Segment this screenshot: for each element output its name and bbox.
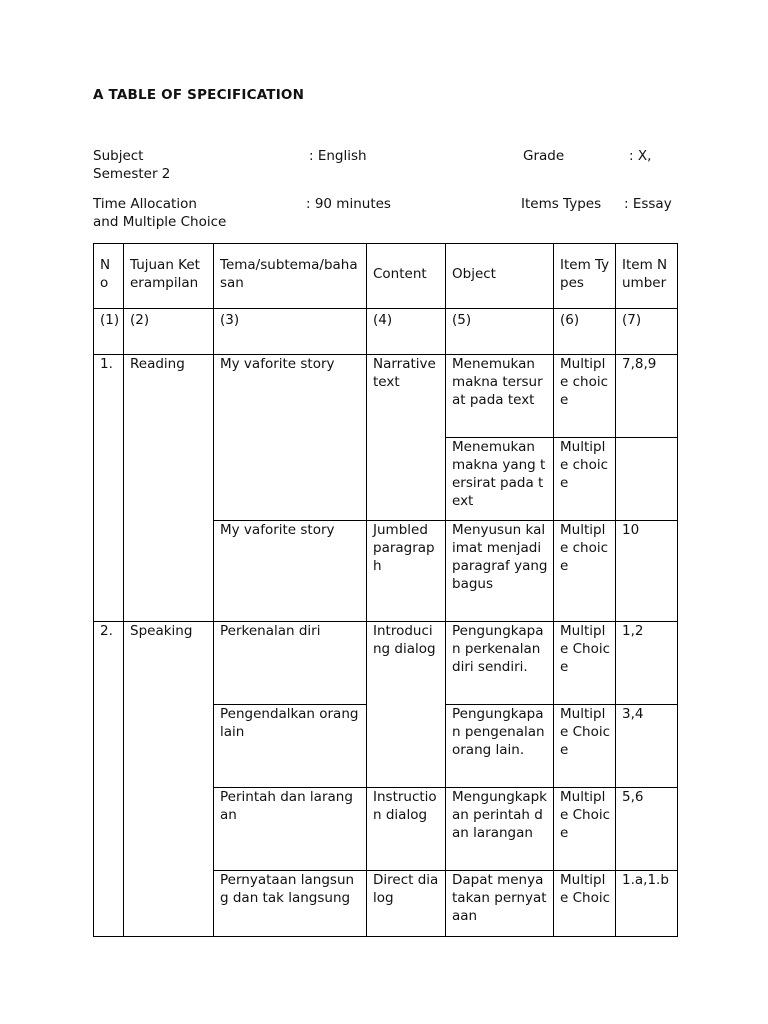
row-item-number: 1.a,1.b	[616, 871, 678, 937]
row-skill: Speaking	[124, 622, 214, 937]
row-item-number: 5,6	[616, 788, 678, 871]
row-theme: Pengendalkan orang lain	[214, 705, 367, 788]
column-number: (7)	[616, 309, 678, 355]
column-number: (6)	[554, 309, 616, 355]
column-number: (4)	[367, 309, 446, 355]
row-skill: Reading	[124, 355, 214, 622]
header-content: Content	[367, 244, 446, 309]
row-object: Menyusun kalimat menjadi paragraf yang bagus	[446, 521, 554, 622]
row-no: 2.	[94, 622, 124, 937]
row-item-type: Multiple Choice	[554, 705, 616, 788]
row-no: 1.	[94, 355, 124, 622]
grade-label: Grade	[523, 148, 565, 164]
row-item-type: Multiple Choic	[554, 871, 616, 937]
subject-label: Subject	[93, 148, 144, 164]
row-content: Direct dialog	[367, 871, 446, 937]
row-content: Narrative text	[367, 355, 446, 521]
row-object: Pengungkapan perkenalan diri sendiri.	[446, 622, 554, 705]
row-content: Jumbled paragraph	[367, 521, 446, 622]
row-object: Menemukan makna tersurat pada text	[446, 355, 554, 438]
items-continuation: and Multiple Choice	[93, 214, 227, 230]
items-label: Items Types	[521, 196, 602, 212]
row-item-number: 7,8,9	[616, 355, 678, 438]
row-item-number	[616, 438, 678, 521]
subject-value: : English	[309, 148, 367, 164]
row-item-number: 1,2	[616, 622, 678, 705]
time-label: Time Allocation	[93, 196, 197, 212]
row-content: Instruction dialog	[367, 788, 446, 871]
time-value: : 90 minutes	[306, 196, 391, 212]
header-no: No	[94, 244, 124, 309]
row-theme: Perintah dan larangan	[214, 788, 367, 871]
row-item-type: Multiple choice	[554, 438, 616, 521]
table-row	[94, 355, 678, 438]
header-object: Object	[446, 244, 554, 309]
row-theme: My vaforite story	[214, 355, 367, 521]
header-row	[94, 244, 678, 309]
row-item-type: Multiple choice	[554, 521, 616, 622]
row-object: Mengungkapkan perintah dan larangan	[446, 788, 554, 871]
row-item-type: Multiple Choice	[554, 788, 616, 871]
column-number: (2)	[124, 309, 214, 355]
row-theme: My vaforite story	[214, 521, 367, 622]
row-item-number: 3,4	[616, 705, 678, 788]
specification-table	[93, 243, 678, 937]
header-theme: Tema/subtema/bahasan	[214, 244, 367, 309]
header-skill: Tujuan Keterampilan	[124, 244, 214, 309]
row-item-type: Multiple choice	[554, 355, 616, 438]
row-object: Dapat menyatakan pernyataan	[446, 871, 554, 937]
column-number: (5)	[446, 309, 554, 355]
row-content: Introducing dialog	[367, 622, 446, 788]
table-row	[94, 622, 678, 705]
column-number: (3)	[214, 309, 367, 355]
document-title: A TABLE OF SPECIFICATION	[93, 87, 305, 103]
header-item-types: Item Types	[554, 244, 616, 309]
row-theme: Perkenalan diri	[214, 622, 367, 705]
row-item-number: 10	[616, 521, 678, 622]
row-object: Menemukan makna yang tersirat pada text	[446, 438, 554, 521]
row-object: Pengungkapan pengenalan orang lain.	[446, 705, 554, 788]
row-item-type: Multiple Choice	[554, 622, 616, 705]
grade-continuation: Semester 2	[93, 166, 171, 182]
items-value: : Essay	[624, 196, 672, 212]
column-number: (1)	[94, 309, 124, 355]
column-number-row	[94, 309, 678, 355]
header-item-number: Item Number	[616, 244, 678, 309]
grade-value: : X,	[629, 148, 652, 164]
row-theme: Pernyataan langsung dan tak langsung	[214, 871, 367, 937]
